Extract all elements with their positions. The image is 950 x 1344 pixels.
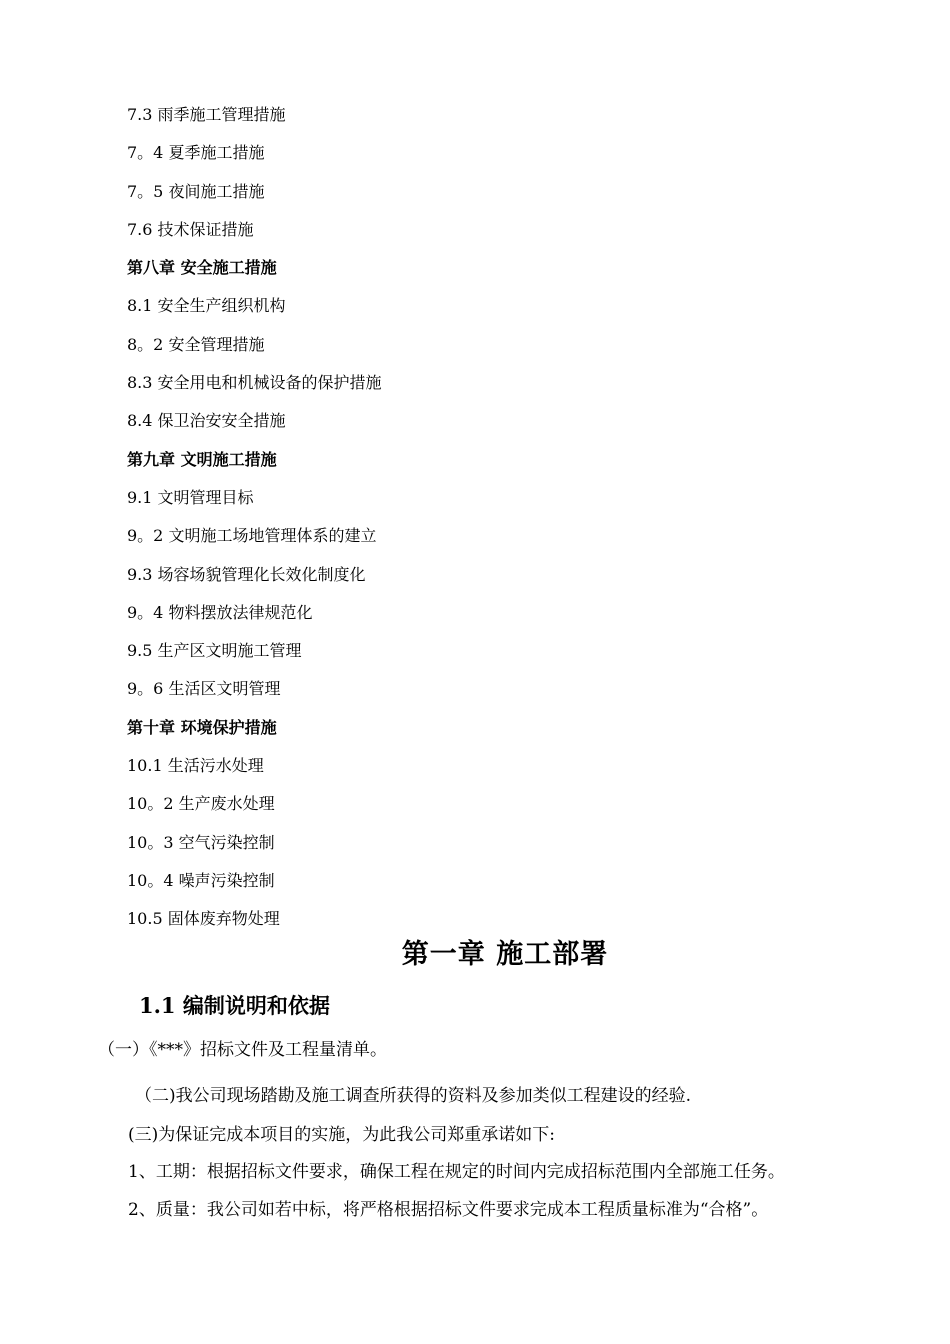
table-of-contents — [127, 100, 827, 943]
toc-item: 10。4 噪声污染控制 — [127, 870, 275, 890]
toc-item: 7。4 夏季施工措施 — [127, 143, 265, 163]
toc-item: 10。2 生产废水处理 — [127, 794, 275, 814]
toc-item: 8.3 安全用电和机械设备的保护措施 — [127, 373, 382, 393]
body-paragraph: （二)我公司现场踏勘及施工调查所获得的资料及参加类似工程建设的经验. — [135, 1086, 692, 1106]
toc-chapter-heading: 第九章 文明施工措施 — [127, 449, 277, 469]
toc-item: 9.3 场容场貌管理化长效化制度化 — [127, 564, 366, 584]
toc-chapter-heading: 第十章 环境保护措施 — [127, 717, 277, 737]
toc-item: 8.4 保卫治安安全措施 — [127, 411, 286, 431]
body-paragraph: 1、工期：根据招标文件要求，确保工程在规定的时间内完成招标范围内全部施工任务。 — [128, 1162, 785, 1182]
toc-item: 8。2 安全管理措施 — [127, 334, 265, 354]
toc-item: 9.1 文明管理目标 — [127, 487, 254, 507]
toc-item: 9.5 生产区文明施工管理 — [127, 641, 302, 661]
toc-item: 10.1 生活污水处理 — [127, 756, 264, 776]
toc-item: 7.6 技术保证措施 — [127, 219, 254, 239]
toc-item: 9。2 文明施工场地管理体系的建立 — [127, 526, 377, 546]
toc-item: 7。5 夜间施工措施 — [127, 181, 265, 201]
body-paragraph: （一）《***》招标文件及工程量清单。 — [98, 1040, 387, 1060]
toc-chapter-heading: 第八章 安全施工措施 — [127, 258, 277, 278]
chapter-title: 第一章 施工部署 — [401, 939, 609, 970]
section-title: 1.1 编制说明和依据 — [139, 993, 330, 1018]
toc-item: 9。4 物料摆放法律规范化 — [127, 602, 313, 622]
toc-item: 7.3 雨季施工管理措施 — [127, 105, 286, 124]
toc-item: 9。6 生活区文明管理 — [127, 679, 281, 699]
body-paragraph: 2、质量：我公司如若中标，将严格根据招标文件要求完成本工程质量标准为“合格”。 — [128, 1200, 769, 1220]
toc-item: 10.5 固体废弃物处理 — [127, 909, 280, 929]
body-paragraph: (三)为保证完成本项目的实施，为此我公司郑重承诺如下: — [128, 1125, 555, 1145]
toc-item: 8.1 安全生产组织机构 — [127, 296, 286, 316]
toc-item: 10。3 空气污染控制 — [127, 832, 275, 852]
